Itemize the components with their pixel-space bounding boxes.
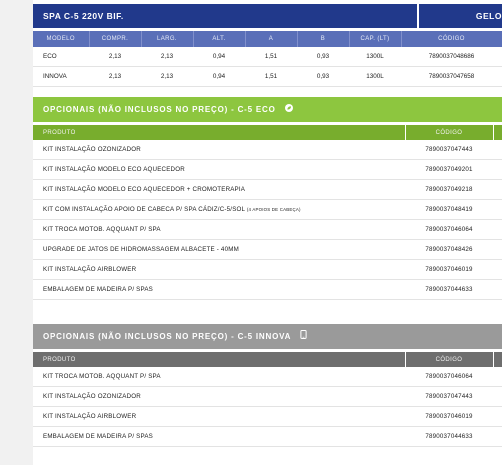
eco-header-product: PRODUTO bbox=[33, 125, 405, 140]
spec-cell: 7890037048686 bbox=[401, 47, 502, 67]
spec-cell: 2,13 bbox=[141, 47, 193, 67]
product-name: KIT INSTALAÇÃO OZONIZADOR bbox=[33, 387, 405, 407]
product-name: UPGRADE DE JATOS DE HIDROMASSAGEM ALBACETE - 40MM bbox=[33, 240, 405, 260]
spec-cell: 1,51 bbox=[245, 47, 297, 67]
spec-cell: 0,93 bbox=[297, 67, 349, 87]
product-code: 7890037044633 bbox=[405, 280, 493, 300]
spec-cell: 1300L bbox=[349, 67, 401, 87]
row-extra bbox=[493, 240, 502, 260]
table-row bbox=[33, 220, 502, 240]
product-code: 7890037046064 bbox=[405, 220, 493, 240]
product-code: 7890037049218 bbox=[405, 180, 493, 200]
table-row bbox=[33, 427, 502, 447]
product-name-cell bbox=[33, 200, 405, 220]
eco-section-title bbox=[33, 97, 502, 122]
row-extra bbox=[493, 160, 502, 180]
spec-cell: 0,93 bbox=[297, 47, 349, 67]
spec-title-bar bbox=[33, 4, 502, 28]
spec-header-cell: ALT. bbox=[193, 31, 245, 47]
spec-cell: 0,94 bbox=[193, 67, 245, 87]
spec-cell: ECO bbox=[33, 47, 89, 67]
product-code: 7890037044633 bbox=[405, 427, 493, 447]
spec-header-cell: CÓDIGO bbox=[401, 31, 502, 47]
product-name: KIT INSTALAÇÃO AIRBLOWER bbox=[33, 260, 405, 280]
product-name: KIT INSTALAÇÃO MODELO ECO AQUECEDOR + CROMOTERAPIA bbox=[33, 180, 405, 200]
spec-header-cell: CAP. (LT) bbox=[349, 31, 401, 47]
row-extra bbox=[493, 220, 502, 240]
innova-title-text: OPCIONAIS (NÃO INCLUSOS NO PREÇO) - C-5 INNOVA bbox=[43, 332, 291, 341]
spec-cell: 2,13 bbox=[89, 47, 141, 67]
product-code: 7890037048419 bbox=[405, 200, 493, 220]
leaf-icon bbox=[285, 97, 293, 122]
table-row bbox=[33, 180, 502, 200]
innova-header-row bbox=[33, 352, 502, 367]
eco-header-row bbox=[33, 125, 502, 140]
row-extra bbox=[493, 180, 502, 200]
row-extra bbox=[493, 260, 502, 280]
spec-title-right: GELO bbox=[419, 4, 502, 28]
row-extra bbox=[493, 140, 502, 160]
row-extra bbox=[493, 367, 502, 387]
product-name: KIT TROCA MOTOB. AQQUANT P/ SPA bbox=[33, 367, 405, 387]
table-row bbox=[33, 67, 502, 87]
spec-cell: 2,13 bbox=[89, 67, 141, 87]
product-name: KIT INSTALAÇÃO AIRBLOWER bbox=[33, 407, 405, 427]
row-extra bbox=[493, 427, 502, 447]
spec-header-cell: LARG. bbox=[141, 31, 193, 47]
product-code: 7890037046019 bbox=[405, 407, 493, 427]
spec-header-cell: COMPR. bbox=[89, 31, 141, 47]
table-row bbox=[33, 47, 502, 67]
spec-cell: 2,13 bbox=[141, 67, 193, 87]
product-name: KIT INSTALAÇÃO OZONIZADOR bbox=[33, 140, 405, 160]
product-code: 7890037046064 bbox=[405, 367, 493, 387]
product-code: 7890037046019 bbox=[405, 260, 493, 280]
spec-cell: 7890037047658 bbox=[401, 67, 502, 87]
spec-header-cell: MODELO bbox=[33, 31, 89, 47]
spec-table bbox=[33, 31, 502, 87]
table-row bbox=[33, 160, 502, 180]
innova-options-table bbox=[33, 352, 502, 447]
eco-header-extra bbox=[493, 125, 502, 140]
table-row bbox=[33, 260, 502, 280]
innova-header-code: CÓDIGO bbox=[405, 352, 493, 367]
innova-header-product: PRODUTO bbox=[33, 352, 405, 367]
spec-title: SPA C-5 220V BIF. bbox=[33, 4, 417, 28]
phone-icon bbox=[300, 324, 307, 349]
table-row bbox=[33, 240, 502, 260]
spec-header-cell: B bbox=[297, 31, 349, 47]
table-row bbox=[33, 367, 502, 387]
product-name: EMBALAGEM DE MADEIRA P/ SPAS bbox=[33, 280, 405, 300]
table-row bbox=[33, 140, 502, 160]
spec-cell: INNOVA bbox=[33, 67, 89, 87]
product-name: KIT COM INSTALAÇÃO APOIO DE CABECA P/ SPA CÁDIZ/C-5/SOL bbox=[43, 206, 245, 213]
row-extra bbox=[493, 387, 502, 407]
spec-cell: 1,51 bbox=[245, 67, 297, 87]
product-code: 7890037049201 bbox=[405, 160, 493, 180]
eco-header-code: CÓDIGO bbox=[405, 125, 493, 140]
row-extra bbox=[493, 407, 502, 427]
spec-cell: 0,94 bbox=[193, 47, 245, 67]
spec-header-row bbox=[33, 31, 502, 47]
product-name: EMBALAGEM DE MADEIRA P/ SPAS bbox=[33, 427, 405, 447]
table-row bbox=[33, 387, 502, 407]
product-code: 7890037047443 bbox=[405, 140, 493, 160]
price-sheet bbox=[33, 0, 502, 465]
innova-header-extra bbox=[493, 352, 502, 367]
table-row bbox=[33, 200, 502, 220]
table-row bbox=[33, 280, 502, 300]
eco-title-text: OPCIONAIS (NÃO INCLUSOS NO PREÇO) - C-5 ECO bbox=[43, 105, 276, 114]
product-name: KIT INSTALAÇÃO MODELO ECO AQUECEDOR bbox=[33, 160, 405, 180]
product-code: 7890037047443 bbox=[405, 387, 493, 407]
product-note: (4 APOIOS DE CABEÇA) bbox=[246, 207, 301, 212]
product-code: 7890037048426 bbox=[405, 240, 493, 260]
spec-cell: 1300L bbox=[349, 47, 401, 67]
spec-header-cell: A bbox=[245, 31, 297, 47]
product-name: KIT TROCA MOTOB. AQQUANT P/ SPA bbox=[33, 220, 405, 240]
row-extra bbox=[493, 200, 502, 220]
innova-section-title bbox=[33, 324, 502, 349]
row-extra bbox=[493, 280, 502, 300]
table-row bbox=[33, 407, 502, 427]
eco-options-table bbox=[33, 125, 502, 300]
